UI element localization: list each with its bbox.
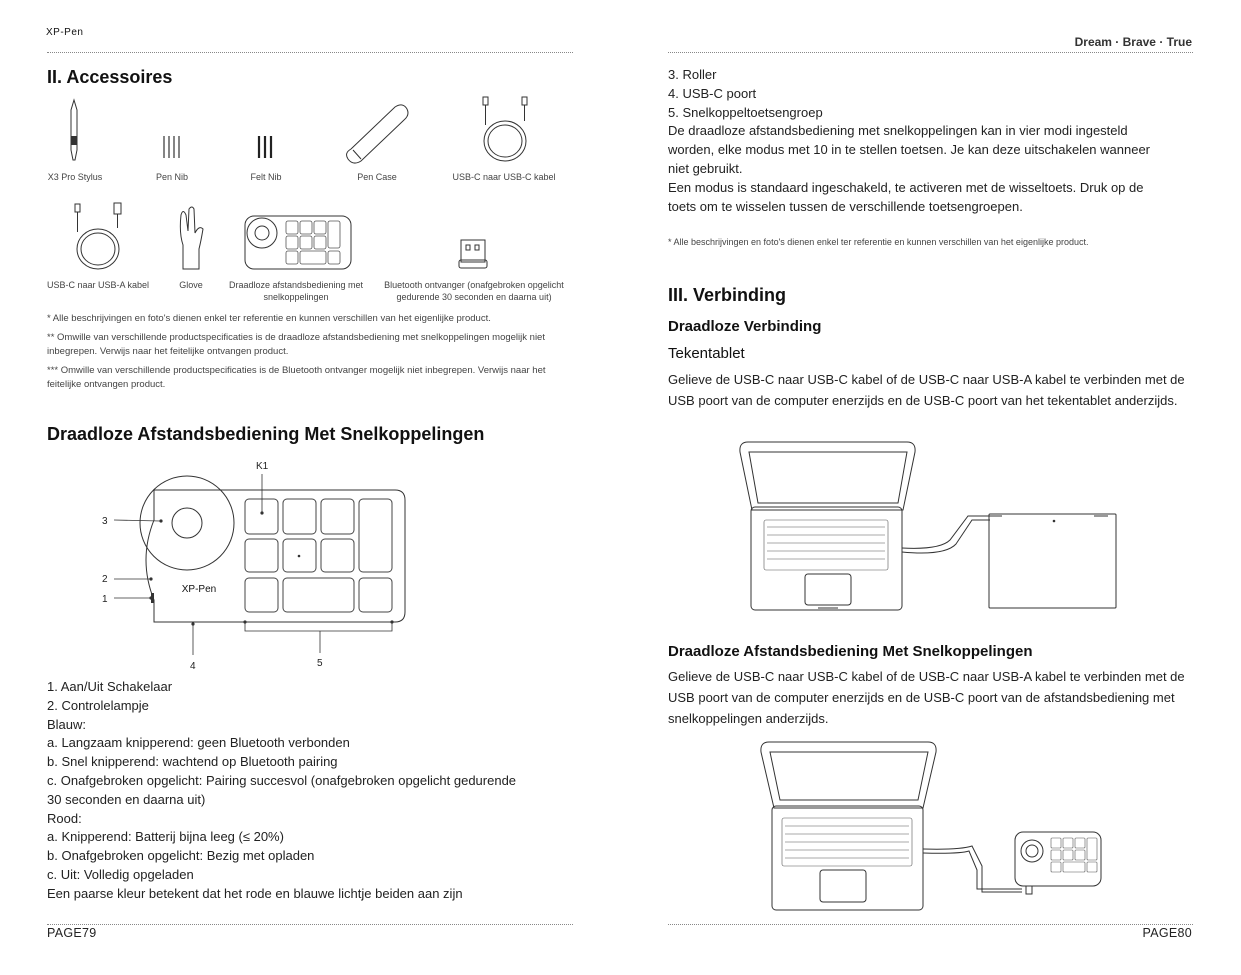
footnote: *** Omwille van verschillende productspecificaties is de Bluetooth ontvanger mogelijk niet inbegrepen. Verwijs naar het feitelijke ontvangen product. bbox=[47, 365, 546, 390]
footnote: * Alle beschrijvingen en foto's dienen enkel ter referentie en kunnen verschillen van het eigenlijke product. bbox=[668, 237, 1089, 247]
list-line: niet gebruikt. bbox=[668, 160, 743, 176]
callout-2: 2 bbox=[102, 574, 108, 585]
list-line: Rood: bbox=[47, 810, 82, 826]
laptop-remote-illustration bbox=[620, 0, 1241, 975]
list-line: 1. Aan/Uit Schakelaar bbox=[47, 679, 173, 694]
xppen-logo: XP-Pen bbox=[46, 27, 84, 38]
callout-5: 5 bbox=[317, 658, 323, 669]
list-line: b. Onafgebroken opgelicht: Bezig met opladen bbox=[47, 848, 315, 864]
list-line: 2. Controlelampje bbox=[47, 697, 149, 713]
accessory-label: USB-C naar USB-C kabel bbox=[452, 172, 556, 182]
list-line: 3. Roller bbox=[668, 67, 717, 82]
page-number: PAGE80 bbox=[1142, 926, 1192, 940]
wireless-title: Draadloze Verbinding bbox=[668, 318, 822, 335]
list-line: b. Snel knipperend: wachtend op Bluetooth pairing bbox=[47, 754, 338, 770]
tagline: Dream · Brave · True bbox=[1074, 35, 1192, 49]
list-line: 5. Snelkoppeltoetsengroep bbox=[668, 104, 823, 120]
list-line: toets om te wisselen tussen de verschillende toetsengroepen. bbox=[668, 198, 1023, 214]
remote-parts-list bbox=[47, 678, 587, 904]
list-line: c. Uit: Volledig opgeladen bbox=[47, 866, 194, 882]
accessory-label: Felt Nib bbox=[250, 172, 282, 182]
accessory-label: USB-C naar USB-A kabel bbox=[46, 280, 150, 290]
bottom-divider bbox=[47, 924, 573, 925]
connection-title: III. Verbinding bbox=[668, 285, 787, 305]
list-line: De draadloze afstandsbediening met snelkoppelingen kan in vier modi ingesteld bbox=[668, 123, 1128, 139]
accessory-label: X3 Pro Stylus bbox=[47, 172, 103, 182]
callout-3: 3 bbox=[102, 516, 108, 527]
list-line: worden, elke modus met 10 in te stellen toetsen. Je kan deze uitschakelen wanneer bbox=[668, 142, 1151, 158]
list-line: c. Onafgebroken opgelicht: Pairing succesvol (onafgebroken opgelicht gedurende bbox=[47, 772, 517, 788]
remote-logo: XP-Pen bbox=[181, 584, 217, 595]
bottom-divider bbox=[668, 924, 1193, 925]
accessory-label: Draadloze afstandsbediening met snelkoppelingen bbox=[228, 280, 364, 302]
list-line: 4. USB-C poort bbox=[668, 85, 757, 101]
left-page bbox=[0, 0, 620, 975]
list-line: Een modus is standaard ingeschakeld, te activeren met de wisseltoets. Druk op de bbox=[668, 179, 1144, 195]
k1-label: K1 bbox=[256, 461, 269, 472]
tablet-title: Tekentablet bbox=[668, 345, 745, 362]
page-number: PAGE79 bbox=[47, 926, 97, 940]
list-line: a. Langzaam knipperend: geen Bluetooth verbonden bbox=[47, 735, 350, 751]
tablet-instructions: Gelieve de USB-C naar USB-C kabel of de USB-C naar USB-A kabel te verbinden met de USB poort van de computer enerzijds en de USB-C poort van het tekentablet anderzijds. bbox=[668, 372, 1185, 408]
callout-4: 4 bbox=[190, 661, 196, 672]
list-line: 30 seconden en daarna uit) bbox=[47, 791, 206, 807]
remote-connection-title: Draadloze Afstandsbediening Met Snelkoppelingen bbox=[668, 643, 1033, 660]
accessory-label: Glove bbox=[179, 280, 203, 290]
footnote: ** Omwille van verschillende productspecificaties is de draadloze afstandsbediening met snelkoppelingen mogelijk niet inbegrepen. Verwijs naar het feitelijke ontvangen product. bbox=[47, 332, 545, 357]
list-line: Blauw: bbox=[47, 716, 87, 732]
accessory-label: Bluetooth ontvanger (onafgebroken opgelicht gedurende 30 seconden en daarna uit) bbox=[384, 280, 564, 302]
list-line: a. Knipperend: Batterij bijna leeg (≤ 20%) bbox=[47, 829, 284, 845]
accessories-title: II. Accessoires bbox=[47, 67, 173, 87]
accessory-label: Pen Nib bbox=[155, 172, 189, 182]
footnote: * Alle beschrijvingen en foto's dienen enkel ter referentie en kunnen verschillen van het eigenlijke product. bbox=[47, 313, 491, 324]
right-page bbox=[620, 0, 1241, 975]
callout-1: 1 bbox=[102, 594, 108, 605]
list-line: Een paarse kleur betekent dat het rode en blauwe lichtje beiden aan zijn bbox=[47, 885, 463, 901]
remote-instructions: Gelieve de USB-C naar USB-C kabel of de USB-C naar USB-A kabel te verbinden met de USB poort van de computer enerzijds en de USB-C poort van de afstandsbediening met snelkoppelingen anderzijds. bbox=[668, 669, 1185, 726]
remote-section-title: Draadloze Afstandsbediening Met Snelkoppelingen bbox=[47, 424, 485, 444]
accessory-label: Pen Case bbox=[357, 172, 397, 182]
